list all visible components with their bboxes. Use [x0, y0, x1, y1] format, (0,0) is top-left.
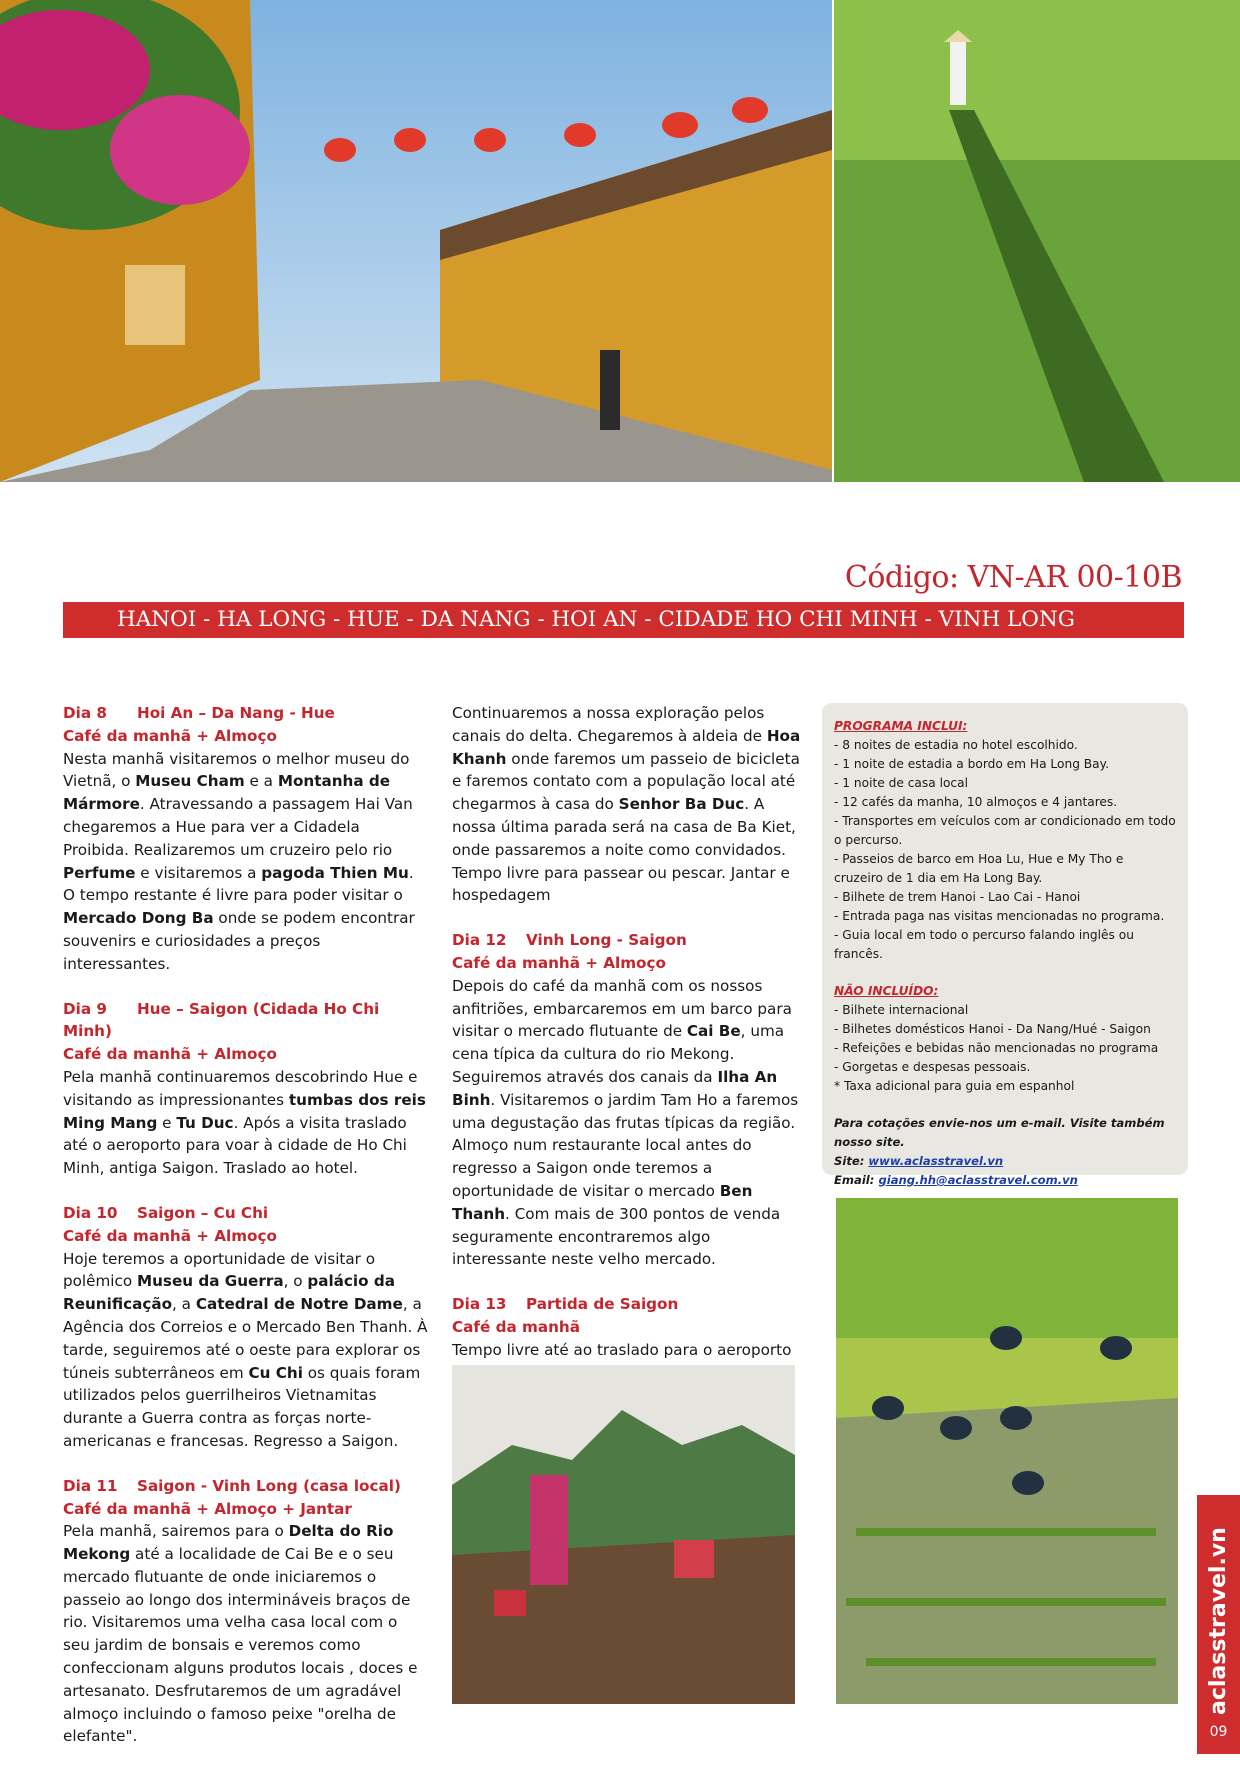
included-item: - Guia local em todo o percurso falando inglês ou francês.	[834, 928, 1134, 961]
excluded-list	[834, 1001, 1176, 1096]
contact-note: Para cotações envie-nos um e-mail. Visite também nosso site.	[834, 1116, 1165, 1149]
included-item: - 1 noite de casa local	[834, 776, 968, 790]
day-heading	[452, 1293, 802, 1316]
page-number: 09	[1209, 1724, 1228, 1740]
email-line	[834, 1171, 1176, 1190]
day-meals: Café da manhã + Almoço	[452, 953, 666, 972]
included-list	[834, 736, 1176, 964]
body-text: os quais foram utilizados pelos guerrilheiros Vietnamitas durante a Guerra contra as forças norte-americanas e francesas. Regresso a Saigon.	[63, 1363, 421, 1450]
itinerary-column-2	[452, 702, 802, 1406]
excluded-item: * Taxa adicional para guia em espanhol	[834, 1079, 1075, 1093]
day-heading	[63, 1202, 428, 1225]
day-continuation	[452, 702, 802, 907]
highlight-place: Perfume	[63, 863, 136, 882]
day-heading	[63, 1475, 428, 1498]
day-block	[63, 1202, 428, 1453]
site-link[interactable]: www.aclasstravel.vn	[868, 1154, 1004, 1168]
included-item: - Bilhete de trem Hanoi - Lao Cai - Hanoi	[834, 890, 1081, 904]
body-text: . Atravessando a passagem Hai Van chegaremos a Hue para ver a Cidadela Proibida. Realizaremos um cruzeiro pelo rio	[63, 795, 413, 859]
body-text: onde faremos um passeio de bicicleta e faremos contato com a população local até chegarmos à casa do	[452, 749, 800, 814]
included-item: - Entrada paga nas visitas mencionadas no programa.	[834, 909, 1165, 923]
body-text: Depois do café da manhã com os nossos anfitriões, embarcaremos em um barco para visitar o mercado flutuante de	[452, 976, 792, 1041]
hoi-an-street-photo	[0, 0, 832, 482]
included-item: - Transportes em veículos com ar condicionado em todo o percurso.	[834, 814, 1176, 847]
day-number: Dia 12	[452, 931, 507, 950]
excluded-item: - Bilhetes domésticos Hanoi - Da Nang/Hué - Saigon	[834, 1022, 1151, 1036]
day-body	[452, 975, 802, 1271]
highlight-place: Tu Duc	[176, 1113, 234, 1132]
itinerary-column-1	[63, 702, 428, 1770]
included-item: - 8 noites de estadia no hotel escolhido.	[834, 738, 1078, 752]
day-heading	[63, 998, 428, 1044]
email-link[interactable]: giang.hh@aclasstravel.com.vn	[878, 1173, 1078, 1187]
day-title: Vinh Long - Saigon	[526, 931, 687, 950]
day-meals: Café da manhã + Almoço	[63, 1226, 277, 1245]
excluded-heading: NÃO INCLUÍDO:	[834, 984, 939, 998]
body-text: e a	[244, 772, 278, 791]
day-body	[63, 748, 428, 976]
day-meals: Café da manhã	[452, 1317, 580, 1336]
route-banner: HANOI - HA LONG - HUE - DA NANG - HOI AN - CIDADE HO CHI MINH - VINH LONG	[63, 602, 1184, 638]
excluded-item: - Bilhete internacional	[834, 1003, 969, 1017]
body-text: e visitaremos a	[135, 863, 262, 882]
day-title: Saigon - Vinh Long (casa local)	[137, 1476, 401, 1495]
day-meals: Café da manhã + Almoço	[63, 726, 277, 745]
day-title: Saigon – Cu Chi	[137, 1203, 269, 1222]
day-meals: Café da manhã + Almoço + Jantar	[63, 1499, 352, 1518]
excluded-item: - Gorgetas e despesas pessoais.	[834, 1060, 1031, 1074]
highlight-place: tumbas dos reis Ming Mang	[63, 1090, 426, 1132]
highlight-place: palácio da Reunificação	[63, 1272, 395, 1314]
side-brand: aclasstravel.vn	[1206, 1527, 1231, 1715]
day-number: Dia 8	[63, 704, 107, 722]
body-text: , o	[283, 1272, 308, 1291]
body-text: , a Agência dos Correios e o Mercado Ben Thanh. À tarde, seguiremos até o oeste para explorar os túneis subterrâneos em	[63, 1295, 428, 1382]
body-text: Hoje teremos a oportunidade de visitar o polêmico	[63, 1249, 376, 1291]
highlight-place: Cu Chi	[248, 1363, 303, 1382]
body-text: . Visitaremos o jardim Tam Ho a faremos uma degustação das frutas típicas da região. Almoço num restaurante local antes do regresso a Saigon onde teremos a oportunidade de visitar o mercado	[452, 1090, 799, 1200]
highlight-place: Montanha de Mármore	[63, 772, 391, 814]
day-block	[63, 998, 428, 1180]
body-text: . A nossa última parada será na casa de Ba Kiet, onde passaremos a noite como convidados. Tempo livre para passear ou pescar. Jantar e hospedagem	[452, 795, 796, 905]
day-meals: Café da manhã + Almoço	[63, 1045, 277, 1064]
included-item: - 12 cafés da manha, 10 almoços e 4 jantares.	[834, 795, 1118, 809]
day-number: Dia 13	[452, 1295, 507, 1314]
body-text: Tempo livre até ao traslado para o aeroporto	[452, 1340, 792, 1359]
day-number: Dia 9	[63, 999, 107, 1018]
highlight-place: Cai Be	[686, 1022, 741, 1041]
highlight-place: Hoa Khanh	[452, 726, 801, 768]
highlight-place: Catedral de Notre Dame	[195, 1295, 403, 1314]
day-title: Partida de Saigon	[526, 1295, 679, 1314]
highlight-place: Senhor Ba Duc	[618, 795, 745, 814]
rice-field-photo	[834, 0, 1240, 482]
rice-planting-photo	[836, 1198, 1178, 1704]
day-block	[63, 702, 428, 976]
day-block	[452, 929, 802, 1271]
mountain-village-photo	[452, 1365, 795, 1704]
site-label: Site:	[834, 1154, 869, 1168]
highlight-place: Ben Thanh	[452, 1181, 753, 1223]
body-text: e	[157, 1113, 177, 1132]
included-item: - 1 noite de estadia a bordo em Ha Long Bay.	[834, 757, 1109, 771]
program-info-box	[822, 703, 1188, 1187]
highlight-place: pagoda Thien Mu	[261, 863, 409, 882]
highlight-place: Museu Cham	[135, 772, 245, 791]
email-label: Email:	[834, 1173, 879, 1187]
tour-code: Código: VN-AR 00-10B	[844, 560, 1182, 595]
body-text: Pela manhã, sairemos para o	[63, 1522, 289, 1541]
body-text: . O tempo restante é livre para poder visitar o	[63, 863, 414, 905]
day-heading	[63, 702, 428, 725]
site-line	[834, 1152, 1176, 1171]
highlight-place: Museu da Guerra	[136, 1272, 284, 1291]
body-text: , a	[172, 1295, 196, 1314]
highlight-place: Delta do Rio Mekong	[63, 1522, 394, 1564]
body-text: até a localidade de Cai Be e o seu mercado flutuante de onde iniciaremos o passeio ao longo dos intermináveis braços de rio. Visitaremos uma velha casa local com o seu jardim de bonsais e veremos como confeccionam alguns produtos locais , doces e artesanato. Desfrutaremos de um agradável almoço incluindo o famoso peixe "orelha de elefante".	[63, 1545, 418, 1746]
day-body	[63, 1066, 428, 1180]
day-body	[63, 1520, 428, 1748]
day-body	[452, 702, 802, 907]
day-body	[63, 1248, 428, 1453]
day-block	[63, 1475, 428, 1749]
body-text: Pela manhã continuaremos descobrindo Hue e visitando as impressionantes	[63, 1067, 418, 1109]
included-item: - Passeios de barco em Hoa Lu, Hue e My Tho e cruzeiro de 1 dia em Ha Long Bay.	[834, 852, 1124, 885]
body-text: , uma cena típica da cultura do rio Mekong. Seguiremos através dos canais da	[452, 1022, 785, 1086]
day-title: Hue – Saigon (Cidada Ho Chi Minh)	[63, 999, 380, 1041]
day-title: Hoi An – Da Nang - Hue	[137, 704, 335, 722]
highlight-place: Ilha An Binh	[452, 1067, 778, 1109]
highlight-place: Mercado Dong Ba	[63, 909, 214, 928]
body-text: . Com mais de 300 pontos de venda seguramente encontraremos algo interessante neste velho mercado.	[452, 1204, 781, 1269]
included-heading: PROGRAMA INCLUI:	[834, 719, 968, 733]
day-number: Dia 10	[63, 1203, 118, 1222]
day-heading	[452, 929, 802, 952]
body-text: onde se podem encontrar souvenirs e curiosidades a preços interessantes.	[63, 909, 415, 973]
body-text: Nesta manhã visitaremos o melhor museu do Vietnã, o	[63, 749, 410, 791]
excluded-item: - Refeições e bebidas não mencionadas no programa	[834, 1041, 1159, 1055]
body-text: Continuaremos a nossa exploração pelos canais do delta. Chegaremos à aldeia de	[452, 704, 767, 745]
day-number: Dia 11	[63, 1476, 118, 1495]
body-text: . Após a visita traslado até o aeroporto para voar à cidade de Ho Chi Minh, antiga Saigon. Traslado ao hotel.	[63, 1113, 407, 1178]
